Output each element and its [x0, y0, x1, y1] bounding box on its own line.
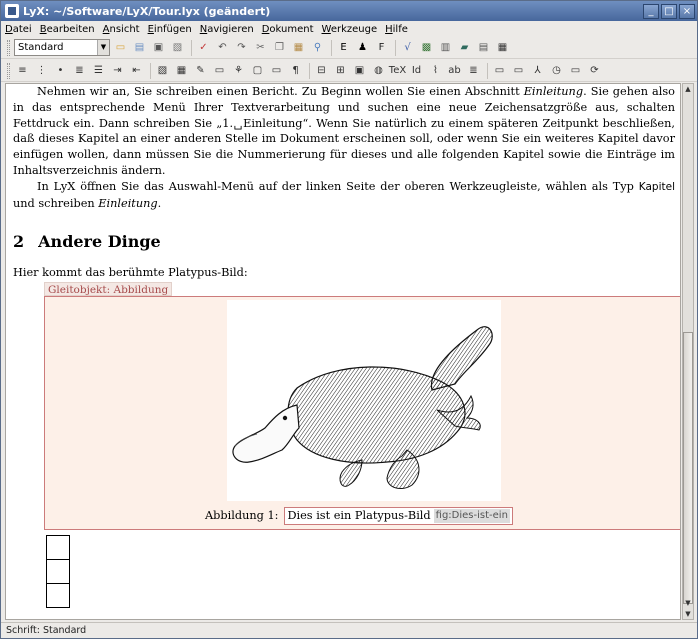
menu-datei[interactable]: Datei	[5, 23, 32, 35]
paragraph-1[interactable]	[13, 84, 675, 179]
note-icon[interactable]: ▭	[214, 65, 225, 76]
insert-table-icon[interactable]: ▦	[176, 65, 187, 76]
toolbar-separator	[331, 40, 332, 56]
save-icon[interactable]: ▣	[153, 42, 164, 53]
figure-float[interactable]	[44, 296, 681, 530]
figure-caption[interactable]	[205, 507, 513, 525]
extra-toolbar-tools	[14, 62, 605, 79]
menu-bar	[1, 21, 697, 37]
section-heading[interactable]	[13, 234, 161, 250]
lines-icon[interactable]: ≣	[469, 65, 478, 76]
extra-toolbar	[1, 60, 697, 82]
toolbar-separator	[395, 40, 396, 56]
table-icon[interactable]: ▥	[440, 42, 451, 53]
index-icon[interactable]: Id	[411, 65, 422, 76]
table-cell[interactable]	[46, 584, 70, 608]
export-icon[interactable]: ▭	[570, 65, 581, 76]
document-body[interactable]	[13, 84, 675, 522]
sans-kapitel: Kapitel	[638, 180, 675, 193]
tex-icon[interactable]: TeX	[388, 65, 407, 76]
float-label[interactable]: Gleitobjekt: Abbildung	[44, 282, 172, 296]
close-button[interactable]: ×	[679, 4, 695, 19]
toolbar-separator	[150, 63, 151, 79]
table-cell[interactable]	[46, 535, 70, 560]
minipage-icon[interactable]: ▭	[271, 65, 282, 76]
main-toolbar	[1, 37, 697, 59]
new-doc-icon[interactable]: ▭	[115, 42, 126, 53]
scroll-end-icon[interactable]: ▼	[685, 610, 691, 618]
toolbar-grip[interactable]	[7, 40, 10, 56]
style-icon[interactable]: ab	[448, 65, 461, 76]
footnote-icon[interactable]: ▣	[354, 65, 365, 76]
dvi-icon[interactable]: ▭	[494, 65, 505, 76]
box-icon[interactable]: ▢	[252, 65, 263, 76]
emphasis-icon[interactable]: E	[340, 42, 347, 53]
menu-werkzeuge[interactable]: Werkzeuge	[321, 23, 378, 35]
caption-text: Dies ist ein Platypus-Bild	[287, 509, 431, 522]
caption-label: Abbildung 1:	[205, 509, 279, 522]
attach-icon[interactable]: ⌇	[433, 65, 438, 76]
platypus-image[interactable]	[227, 300, 501, 501]
redo-icon[interactable]: ↷	[237, 42, 246, 53]
pdf-icon[interactable]: ⅄	[534, 65, 541, 76]
bullet-list-icon[interactable]: •	[57, 65, 64, 76]
menu-hilfe[interactable]: Hilfe	[385, 23, 408, 35]
ps-icon[interactable]: ▭	[513, 65, 524, 76]
graphics-icon[interactable]: ▩	[421, 42, 432, 53]
font-icon[interactable]: F	[378, 42, 385, 53]
platypus-drawing	[227, 300, 501, 501]
scroll-down-icon[interactable]: ▼	[685, 599, 691, 607]
book-icon[interactable]: ▰	[460, 42, 469, 53]
paragraph-2-end: .	[157, 196, 162, 210]
align-justify-icon[interactable]: ≡	[18, 65, 27, 76]
edit-icon[interactable]: ✎	[196, 65, 205, 76]
intro-paragraph[interactable]: Hier kommt das berühmte Platypus-Bild:	[13, 266, 248, 279]
paragraph-2-text: In LyX öffnen Sie das Auswahl-Menü auf der linken Seite der oberen Werkzeugleiste, wählen als Typ	[37, 179, 639, 193]
scroll-up-icon[interactable]: ▲	[685, 85, 691, 93]
reload-icon[interactable]: ⟳	[590, 65, 599, 76]
maximize-button[interactable]: □	[661, 4, 677, 19]
spellcheck-icon[interactable]: ✓	[199, 42, 208, 53]
toolbar-separator	[487, 63, 488, 79]
section-title: Andere Dinge	[38, 232, 161, 251]
toc-icon[interactable]: ▤	[478, 42, 489, 53]
paragraph-2-mid: und schreiben	[13, 196, 99, 210]
open-icon[interactable]: ▤	[134, 42, 145, 53]
outdent-icon[interactable]: ⇤	[132, 65, 141, 76]
paragraph-icon[interactable]: ¶	[292, 65, 299, 76]
main-toolbar-tools	[112, 39, 513, 56]
toolbar-grip[interactable]	[7, 63, 10, 79]
paragraph-style-value: Standard	[18, 42, 64, 53]
label-reference[interactable]: fig:Dies-ist-ein	[435, 510, 508, 521]
paragraph-2[interactable]	[13, 179, 675, 212]
paragraph-style-select[interactable]	[14, 39, 110, 56]
toolbar-separator	[191, 40, 192, 56]
indent-icon[interactable]: ⇥	[113, 65, 122, 76]
document-editor[interactable]	[5, 83, 681, 620]
align-right-icon[interactable]: ☰	[94, 65, 103, 76]
math-icon[interactable]: √	[404, 42, 411, 53]
find-icon[interactable]: ⚲	[313, 42, 322, 53]
app-icon	[5, 4, 19, 18]
cut-icon[interactable]: ✂	[256, 42, 265, 53]
menu-bearbeiten[interactable]: Bearbeiten	[39, 23, 95, 35]
view-icon[interactable]: ▦	[497, 42, 508, 53]
caption-box[interactable]	[284, 507, 512, 525]
status-bar: Schrift: Standard	[1, 622, 697, 638]
table-cell[interactable]	[46, 560, 70, 584]
section-number: 2	[13, 232, 25, 251]
undo-icon[interactable]: ↶	[218, 42, 227, 53]
reference-icon[interactable]: ⊞	[336, 65, 345, 76]
emphasis-einleitung-2: Einleitung	[98, 196, 158, 210]
menu-navigieren[interactable]: Navigieren	[199, 23, 254, 35]
noun-icon[interactable]: ♟	[358, 42, 367, 53]
window-title: LyX: ~/Software/LyX/Tour.lyx (geändert)	[23, 4, 271, 18]
title-bar[interactable]	[1, 1, 697, 21]
numbered-list-icon[interactable]: ⋮	[36, 65, 47, 76]
insert-image-icon[interactable]: ▧	[157, 65, 168, 76]
paragraph-1-rest: . Sie gehen also in das entsprechende Menü Ihrer Textverarbeitung und suchen eine neue Zeichensatzgröße aus, schalten Fettdruck ein. Dann schreiben Sie „1.␣Einleitung“. Wenn Sie natürlich zu einem späteren Zeitpunkt beschließen, daß dieses Kapitel an einer anderen Stelle im Dokument erscheinen soll, oder wenn Sie ein weiteres Kapitel davor einfügen wollen, dann müssen Sie die Nummerierung für dieses und alle folgenden Kapitel sowie die Einträge im Inhaltsverzeichnis ändern.	[13, 85, 675, 177]
emphasis-einleitung: Einleitung	[523, 85, 584, 98]
label-icon[interactable]: ⊟	[317, 65, 326, 76]
empty-table[interactable]	[46, 535, 70, 608]
menu-einfuegen[interactable]: Einfügen	[147, 23, 192, 35]
vertical-scrollbar[interactable]	[682, 83, 694, 620]
scroll-thumb[interactable]	[683, 332, 693, 604]
chevron-down-icon[interactable]: ▼	[97, 40, 109, 55]
paste-icon[interactable]: ▦	[293, 42, 304, 53]
toolbar-separator	[309, 63, 310, 79]
align-center-icon[interactable]: ≣	[75, 65, 84, 76]
update-icon[interactable]: ◷	[552, 65, 561, 76]
branch-icon[interactable]: ⚘	[234, 65, 243, 76]
minimize-button[interactable]: _	[643, 4, 659, 19]
menu-ansicht[interactable]: Ansicht	[102, 23, 140, 35]
paragraph-1-text: Nehmen wir an, Sie schreiben einen Bericht. Zu Beginn wollen Sie einen Abschnitt	[37, 85, 524, 98]
print-icon[interactable]: ▧	[172, 42, 183, 53]
url-icon[interactable]: ◍	[374, 65, 383, 76]
menu-dokument[interactable]: Dokument	[261, 23, 314, 35]
copy-icon[interactable]: ❐	[275, 42, 284, 53]
